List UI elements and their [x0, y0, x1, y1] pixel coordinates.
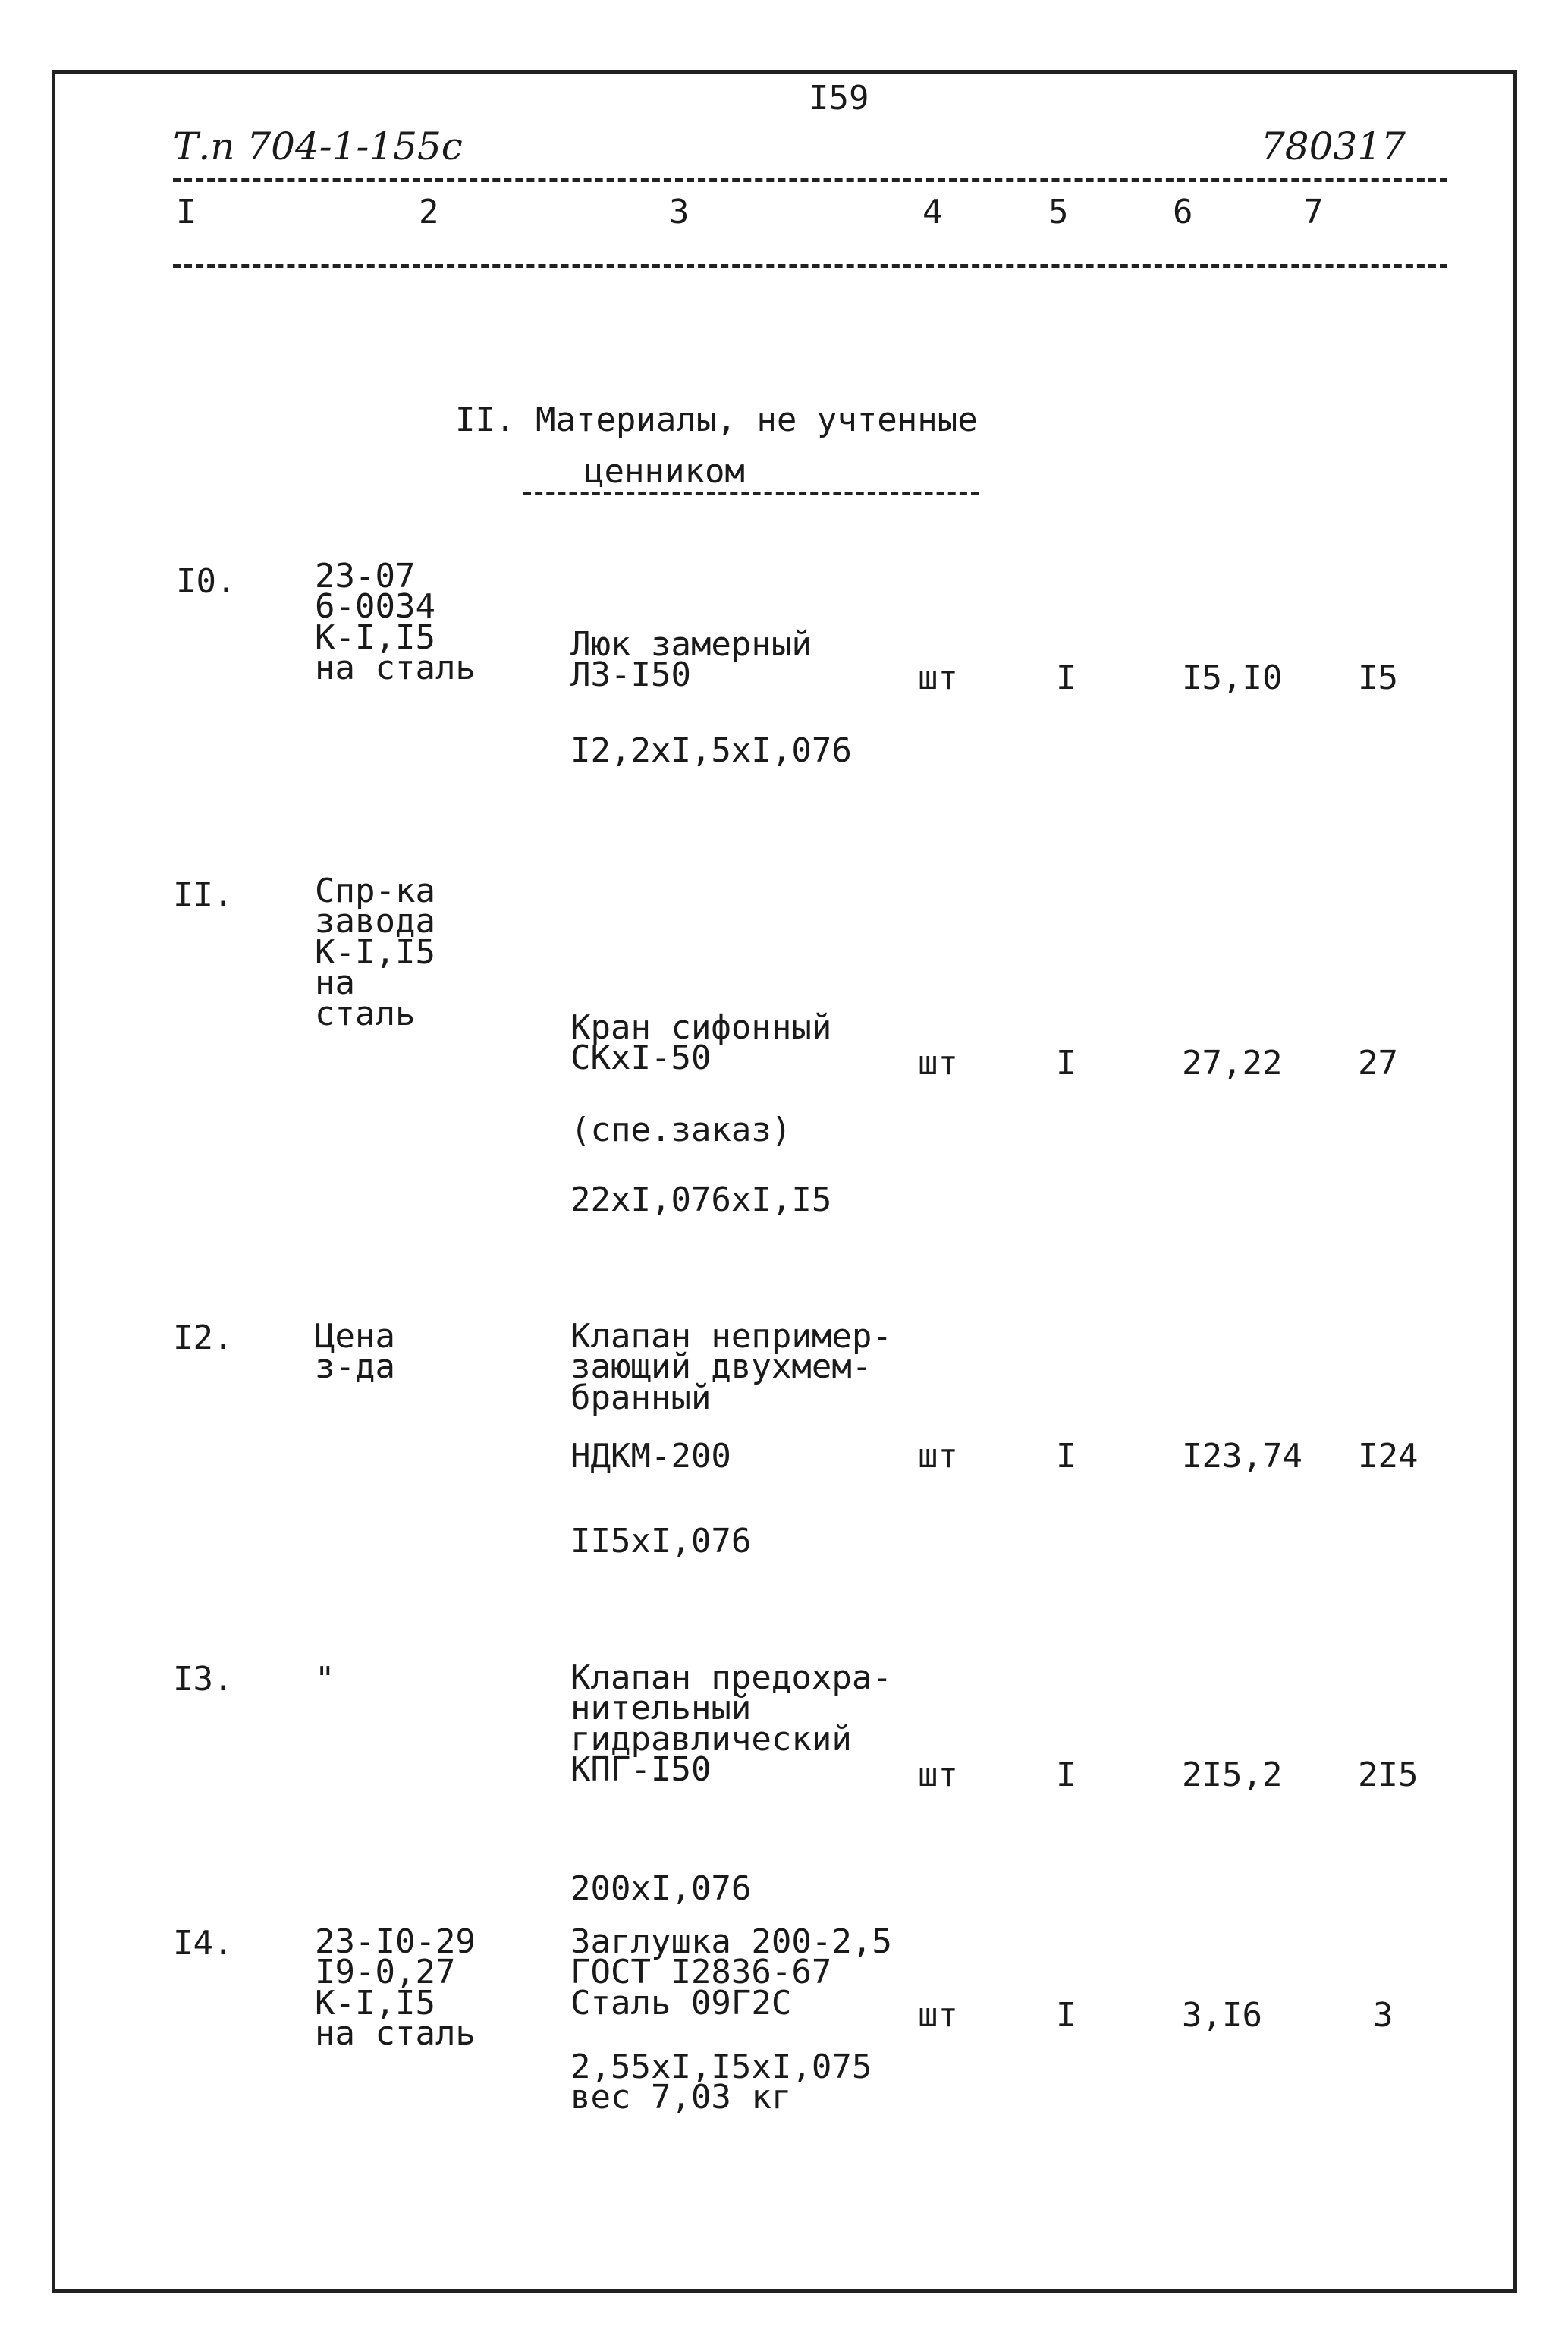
section-title: II. Материалы, не учтенные: [455, 401, 978, 439]
row-total: 27: [1358, 1044, 1398, 1083]
row-unit: шт: [918, 1755, 958, 1794]
doc-code-left: Т.п 704-1-155с: [173, 124, 463, 168]
column-number: 4: [922, 193, 943, 231]
row-source: Спр-ка завода К-I,I5 на сталь: [315, 872, 435, 1033]
row-qty: I: [1056, 1755, 1076, 1794]
row-total: I5: [1358, 658, 1398, 697]
row-source: Цена з-да: [315, 1317, 395, 1387]
row-model: НДКМ-200: [570, 1437, 731, 1476]
row-source: 23-07 6-0034 К-I,I5 на сталь: [315, 557, 476, 688]
row-qty: I: [1056, 1437, 1076, 1476]
row-price: 3,I6: [1182, 1996, 1262, 2035]
row-total: 3: [1373, 1996, 1394, 2035]
row-name: Заглушка 200-2,5 ГОСТ I2836-67 Сталь 09Г2С: [570, 1922, 892, 2023]
row-calc: 200хI,076: [570, 1869, 752, 1908]
column-number: 5: [1048, 193, 1069, 231]
page-number: I59: [809, 79, 869, 118]
row-source: 23-I0-29 I9-0,27 К-I,I5 на сталь: [315, 1922, 476, 2054]
row-number: I3.: [173, 1660, 234, 1699]
row-price: 27,22: [1182, 1044, 1283, 1083]
row-number: II.: [173, 875, 234, 914]
row-unit: шт: [918, 1996, 958, 2035]
section-title-cont: ценником: [584, 452, 745, 491]
column-number: 2: [419, 193, 439, 231]
column-number: 7: [1303, 193, 1324, 231]
row-note: (спе.заказ): [570, 1111, 792, 1149]
row-price: 2I5,2: [1182, 1755, 1283, 1794]
row-name: Клапан предохра- нительный гидравлический КПГ-I50: [570, 1658, 892, 1790]
row-calc: 22хI,076хI,I5: [570, 1180, 832, 1219]
row-price: I23,74: [1182, 1437, 1302, 1476]
column-number: 6: [1173, 193, 1193, 231]
row-number: I0.: [176, 562, 237, 601]
row-qty: I: [1056, 658, 1076, 697]
row-calc: 2,55хI,I5хI,075 вес 7,03 кг: [570, 2048, 872, 2117]
row-unit: шт: [918, 1044, 958, 1083]
row-source: ": [315, 1660, 335, 1699]
row-name: Клапан непример- зающий двухмем- бранный: [570, 1317, 892, 1417]
row-total: I24: [1358, 1437, 1419, 1476]
section-title-underline: [523, 492, 979, 495]
row-calc: II5хI,076: [570, 1522, 752, 1561]
row-price: I5,I0: [1182, 658, 1283, 697]
row-calc: I2,2хI,5хI,076: [570, 731, 852, 770]
row-unit: шт: [918, 658, 958, 697]
row-name: Люк замерный ЛЗ-I50: [570, 625, 812, 695]
row-qty: I: [1056, 1044, 1076, 1083]
row-qty: I: [1056, 1996, 1076, 2035]
header-bottom-rule: [173, 264, 1447, 268]
doc-code-right: 780317: [1261, 124, 1406, 168]
row-unit: шт: [918, 1437, 958, 1476]
column-number: 3: [669, 193, 690, 231]
row-number: I4.: [173, 1924, 234, 1963]
header-top-rule: [173, 178, 1447, 182]
row-number: I2.: [173, 1319, 234, 1357]
row-total: 2I5: [1358, 1755, 1419, 1794]
row-name: Кран сифонный СКхI-50: [570, 1008, 832, 1078]
column-number: I: [176, 193, 196, 231]
